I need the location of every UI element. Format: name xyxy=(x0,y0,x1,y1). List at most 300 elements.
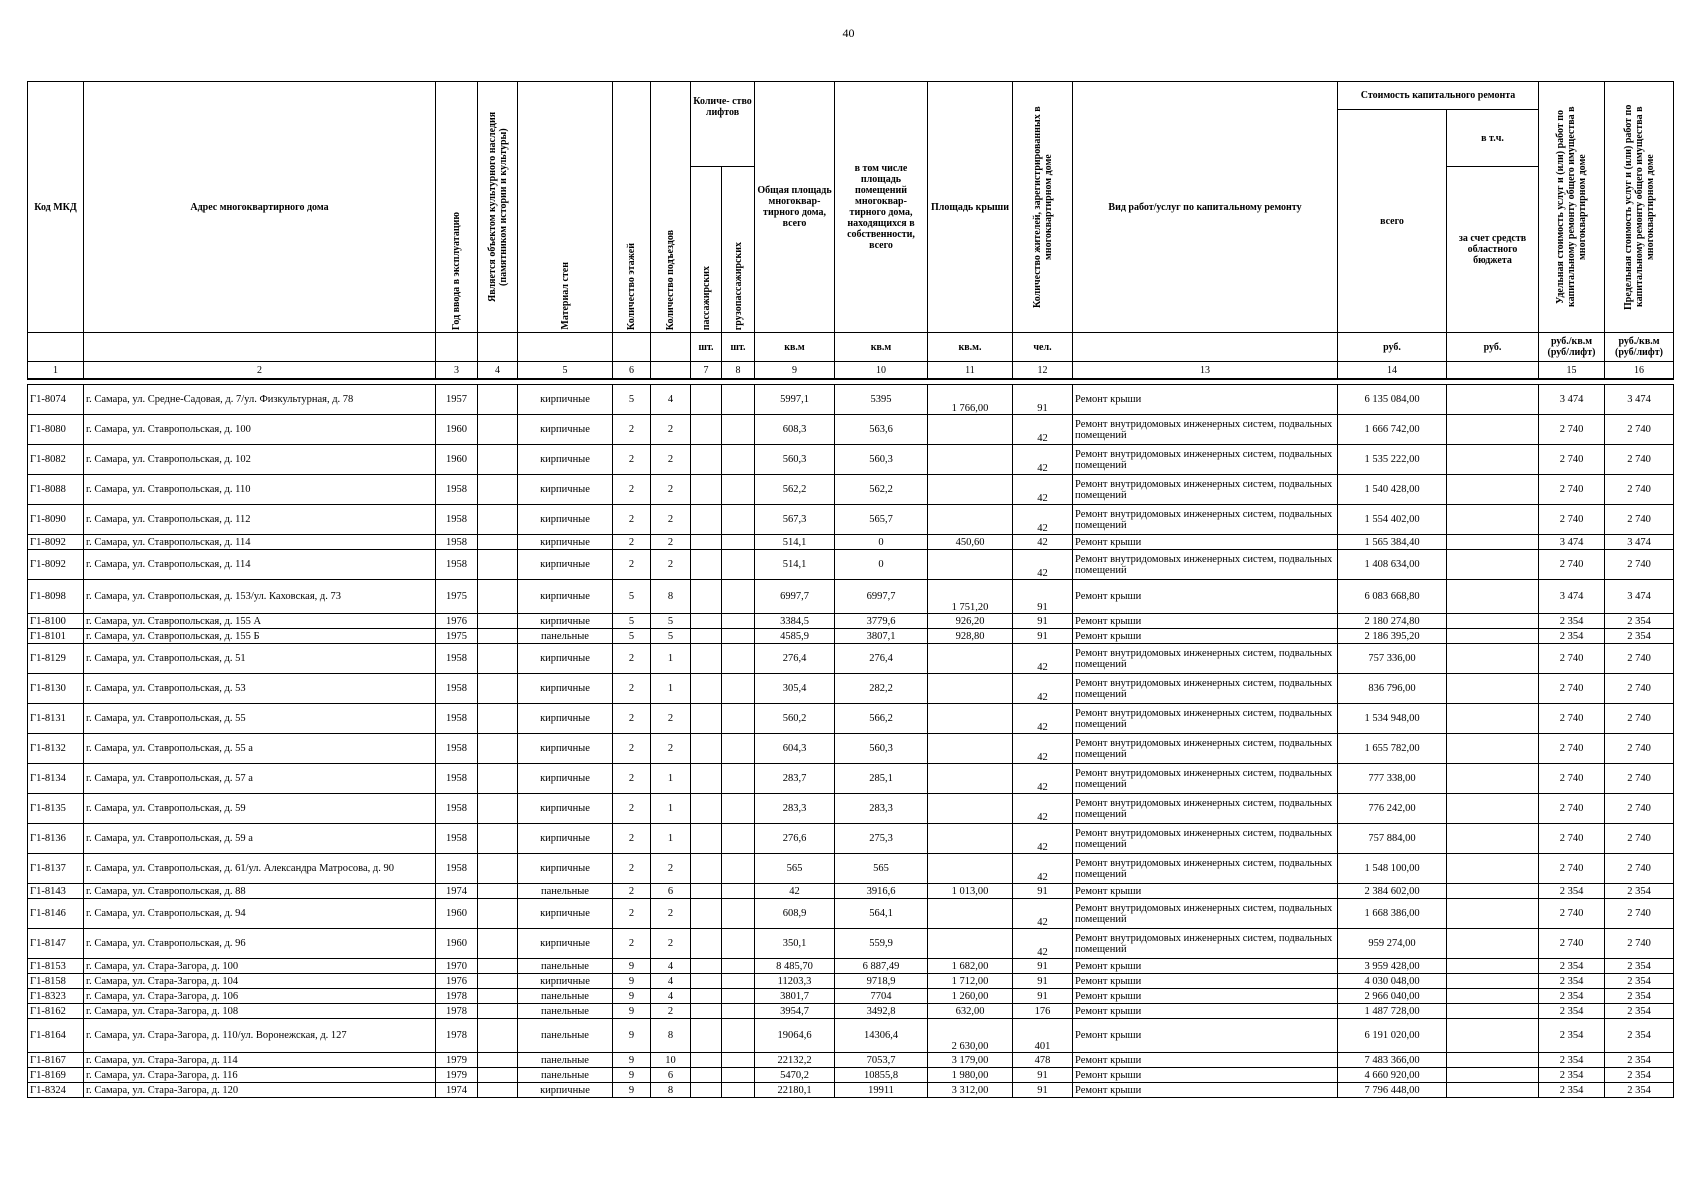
cell-code: Г1-8130 xyxy=(28,674,84,704)
cell-floors: 2 xyxy=(613,674,651,704)
table-row xyxy=(28,505,1674,535)
cell-unit-cost: 2 740 xyxy=(1539,794,1605,824)
cell-code: Г1-8158 xyxy=(28,974,84,989)
cell-unit-cost: 2 740 xyxy=(1539,550,1605,580)
cell-residents: 42 xyxy=(1013,764,1073,794)
cell-year: 1979 xyxy=(436,1068,478,1083)
cell-lifts-cargo xyxy=(722,959,755,974)
cell-area-owned: 564,1 xyxy=(835,899,928,929)
cell-max-cost: 2 740 xyxy=(1605,644,1674,674)
cell-cost-total: 757 336,00 xyxy=(1338,644,1447,674)
table-row xyxy=(28,385,1674,415)
cell-lifts-cargo xyxy=(722,1053,755,1068)
cell-area-owned: 0 xyxy=(835,535,928,550)
cell-heritage xyxy=(478,415,518,445)
header-unit-cost: Удельная стоимость услуг и (или) работ по капитальному ремонту общего имущества в многоквартирном доме xyxy=(1539,82,1605,333)
cell-floors: 9 xyxy=(613,974,651,989)
cell-residents: 91 xyxy=(1013,580,1073,614)
table-row xyxy=(28,764,1674,794)
cell-lifts-cargo xyxy=(722,445,755,475)
cell-cost-total: 1 534 948,00 xyxy=(1338,704,1447,734)
cell-year: 1958 xyxy=(436,535,478,550)
cell-code: Г1-8324 xyxy=(28,1083,84,1098)
cell-floors: 2 xyxy=(613,929,651,959)
cell-entrances: 4 xyxy=(651,989,691,1004)
cell-lifts-cargo xyxy=(722,580,755,614)
cell-work: Ремонт внутридомовых инженерных систем, подвальных помещений xyxy=(1073,644,1338,674)
cell-lifts-pass xyxy=(691,929,722,959)
cell-cost-region xyxy=(1447,734,1539,764)
cell-year: 1958 xyxy=(436,794,478,824)
cell-floors: 5 xyxy=(613,580,651,614)
cell-area-total: 22132,2 xyxy=(755,1053,835,1068)
cell-code: Г1-8162 xyxy=(28,1004,84,1019)
cell-floors: 9 xyxy=(613,1083,651,1098)
cell-material: панельные xyxy=(518,1053,613,1068)
cell-work: Ремонт внутридомовых инженерных систем, подвальных помещений xyxy=(1073,824,1338,854)
cell-unit-cost: 2 354 xyxy=(1539,1053,1605,1068)
cell-cost-region xyxy=(1447,794,1539,824)
cell-residents: 42 xyxy=(1013,535,1073,550)
table-row xyxy=(28,989,1674,1004)
cell-material: кирпичные xyxy=(518,580,613,614)
cell-address: г. Самара, ул. Стара-Загора, д. 108 xyxy=(84,1004,436,1019)
cell-year: 1958 xyxy=(436,734,478,764)
cell-floors: 2 xyxy=(613,884,651,899)
cell-entrances: 2 xyxy=(651,704,691,734)
table-row xyxy=(28,824,1674,854)
cell-roof-area xyxy=(928,764,1013,794)
cell-residents: 42 xyxy=(1013,550,1073,580)
cell-floors: 5 xyxy=(613,614,651,629)
cell-cost-region xyxy=(1447,929,1539,959)
cell-entrances: 10 xyxy=(651,1053,691,1068)
cell-max-cost: 2 740 xyxy=(1605,929,1674,959)
cell-address: г. Самара, ул. Ставропольская, д. 155 Б xyxy=(84,629,436,644)
cell-max-cost: 2 740 xyxy=(1605,415,1674,445)
cell-max-cost: 2 740 xyxy=(1605,734,1674,764)
cell-year: 1957 xyxy=(436,385,478,415)
cell-work: Ремонт крыши xyxy=(1073,1019,1338,1053)
cell-entrances: 4 xyxy=(651,385,691,415)
cell-area-total: 562,2 xyxy=(755,475,835,505)
header-incl: в т.ч. xyxy=(1447,110,1539,167)
cell-cost-region xyxy=(1447,614,1539,629)
cell-cost-total: 7 796 448,00 xyxy=(1338,1083,1447,1098)
cell-heritage xyxy=(478,1019,518,1053)
cell-year: 1960 xyxy=(436,899,478,929)
cell-lifts-pass xyxy=(691,475,722,505)
cell-area-owned: 563,6 xyxy=(835,415,928,445)
cell-residents: 478 xyxy=(1013,1053,1073,1068)
cell-work: Ремонт крыши xyxy=(1073,629,1338,644)
header-heritage: Является объектом культурного наследия (памятником истории и культуры) xyxy=(478,82,518,333)
cell-unit-cost: 3 474 xyxy=(1539,385,1605,415)
cell-area-total: 608,3 xyxy=(755,415,835,445)
cell-cost-region xyxy=(1447,475,1539,505)
cell-cost-total: 1 540 428,00 xyxy=(1338,475,1447,505)
cell-year: 1958 xyxy=(436,505,478,535)
cell-cost-total: 1 668 386,00 xyxy=(1338,899,1447,929)
cell-lifts-pass xyxy=(691,644,722,674)
cell-lifts-pass xyxy=(691,415,722,445)
cell-entrances: 2 xyxy=(651,475,691,505)
cell-cost-region xyxy=(1447,674,1539,704)
cell-code: Г1-8088 xyxy=(28,475,84,505)
cell-floors: 2 xyxy=(613,535,651,550)
cell-max-cost: 2 740 xyxy=(1605,445,1674,475)
cell-material: кирпичные xyxy=(518,415,613,445)
cell-roof-area: 1 682,00 xyxy=(928,959,1013,974)
cell-work: Ремонт внутридомовых инженерных систем, подвальных помещений xyxy=(1073,475,1338,505)
cell-material: панельные xyxy=(518,884,613,899)
cell-heritage xyxy=(478,959,518,974)
cell-address: г. Самара, ул. Ставропольская, д. 114 xyxy=(84,535,436,550)
cell-material: кирпичные xyxy=(518,535,613,550)
cell-lifts-cargo xyxy=(722,550,755,580)
cell-year: 1960 xyxy=(436,929,478,959)
cell-area-total: 560,2 xyxy=(755,704,835,734)
cell-code: Г1-8143 xyxy=(28,884,84,899)
cell-year: 1976 xyxy=(436,614,478,629)
cell-lifts-pass xyxy=(691,1053,722,1068)
cell-unit-cost: 2 740 xyxy=(1539,505,1605,535)
unit-rub: руб. xyxy=(1338,333,1447,362)
cell-area-total: 514,1 xyxy=(755,535,835,550)
cell-year: 1958 xyxy=(436,550,478,580)
cell-floors: 9 xyxy=(613,959,651,974)
cell-code: Г1-8092 xyxy=(28,550,84,580)
header-year: Год ввода в эксплуатацию xyxy=(436,82,478,333)
cell-roof-area: 2 630,00 xyxy=(928,1019,1013,1053)
cell-area-total: 608,9 xyxy=(755,899,835,929)
cell-entrances: 2 xyxy=(651,505,691,535)
cell-lifts-pass xyxy=(691,884,722,899)
cell-lifts-pass xyxy=(691,974,722,989)
cell-roof-area xyxy=(928,445,1013,475)
cell-floors: 2 xyxy=(613,475,651,505)
cell-heritage xyxy=(478,794,518,824)
header-code: Код МКД xyxy=(28,82,84,333)
cell-cost-region xyxy=(1447,1019,1539,1053)
cell-cost-region xyxy=(1447,764,1539,794)
cell-lifts-cargo xyxy=(722,1019,755,1053)
cell-lifts-pass xyxy=(691,550,722,580)
cell-residents: 91 xyxy=(1013,989,1073,1004)
cell-lifts-cargo xyxy=(722,734,755,764)
cell-lifts-cargo xyxy=(722,794,755,824)
cell-area-total: 19064,6 xyxy=(755,1019,835,1053)
cell-address: г. Самара, ул. Ставропольская, д. 55 xyxy=(84,704,436,734)
cell-material: кирпичные xyxy=(518,854,613,884)
cell-lifts-pass xyxy=(691,614,722,629)
cell-area-total: 276,6 xyxy=(755,824,835,854)
cell-work: Ремонт крыши xyxy=(1073,385,1338,415)
cell-entrances: 2 xyxy=(651,854,691,884)
cell-unit-cost: 2 354 xyxy=(1539,1068,1605,1083)
header-address: Адрес многоквартирного дома xyxy=(84,82,436,333)
cell-code: Г1-8169 xyxy=(28,1068,84,1083)
cell-material: кирпичные xyxy=(518,824,613,854)
table-row xyxy=(28,550,1674,580)
column-number: 13 xyxy=(1073,362,1338,380)
cell-area-owned: 5395 xyxy=(835,385,928,415)
cell-unit-cost: 2 740 xyxy=(1539,704,1605,734)
cell-work: Ремонт крыши xyxy=(1073,614,1338,629)
cell-cost-region xyxy=(1447,989,1539,1004)
cell-year: 1974 xyxy=(436,884,478,899)
cell-area-owned: 6997,7 xyxy=(835,580,928,614)
cell-entrances: 8 xyxy=(651,580,691,614)
cell-year: 1958 xyxy=(436,764,478,794)
cell-heritage xyxy=(478,445,518,475)
cell-lifts-cargo xyxy=(722,535,755,550)
cell-roof-area xyxy=(928,550,1013,580)
cell-heritage xyxy=(478,884,518,899)
cell-material: кирпичные xyxy=(518,445,613,475)
cell-work: Ремонт внутридомовых инженерных систем, подвальных помещений xyxy=(1073,734,1338,764)
cell-cost-total: 1 408 634,00 xyxy=(1338,550,1447,580)
cell-roof-area: 1 712,00 xyxy=(928,974,1013,989)
cell-area-owned: 3807,1 xyxy=(835,629,928,644)
cell-cost-total: 4 660 920,00 xyxy=(1338,1068,1447,1083)
cell-area-total: 6997,7 xyxy=(755,580,835,614)
cell-area-owned: 14306,4 xyxy=(835,1019,928,1053)
cell-lifts-pass xyxy=(691,734,722,764)
cell-address: г. Самара, ул. Стара-Загора, д. 104 xyxy=(84,974,436,989)
cell-unit-cost: 2 354 xyxy=(1539,1019,1605,1053)
cell-entrances: 1 xyxy=(651,674,691,704)
cell-area-owned: 283,3 xyxy=(835,794,928,824)
cell-residents: 401 xyxy=(1013,1019,1073,1053)
cell-roof-area: 1 980,00 xyxy=(928,1068,1013,1083)
cell-cost-region xyxy=(1447,629,1539,644)
cell-floors: 2 xyxy=(613,550,651,580)
cell-entrances: 2 xyxy=(651,445,691,475)
cell-area-total: 3954,7 xyxy=(755,1004,835,1019)
cell-entrances: 4 xyxy=(651,959,691,974)
cell-area-total: 42 xyxy=(755,884,835,899)
cell-entrances: 6 xyxy=(651,1068,691,1083)
cell-heritage xyxy=(478,385,518,415)
cell-residents: 42 xyxy=(1013,899,1073,929)
cell-heritage xyxy=(478,550,518,580)
cell-area-owned: 562,2 xyxy=(835,475,928,505)
cell-cost-total: 1 535 222,00 xyxy=(1338,445,1447,475)
cell-lifts-pass xyxy=(691,580,722,614)
header-area-total: Общая площадь многоквар- тирного дома, всего xyxy=(755,82,835,333)
cell-max-cost: 2 740 xyxy=(1605,505,1674,535)
cell-cost-total: 777 338,00 xyxy=(1338,764,1447,794)
header-cost-region: за счет средств областного бюджета xyxy=(1447,167,1539,333)
cell-residents: 176 xyxy=(1013,1004,1073,1019)
cell-max-cost: 2 354 xyxy=(1605,1053,1674,1068)
cell-cost-total: 959 274,00 xyxy=(1338,929,1447,959)
cell-unit-cost: 2 740 xyxy=(1539,764,1605,794)
table-row xyxy=(28,415,1674,445)
column-number: 10 xyxy=(835,362,928,380)
cell-address: г. Самара, ул. Ставропольская, д. 153/ул. Каховская, д. 73 xyxy=(84,580,436,614)
cell-lifts-cargo xyxy=(722,505,755,535)
cell-work: Ремонт крыши xyxy=(1073,989,1338,1004)
cell-cost-total: 836 796,00 xyxy=(1338,674,1447,704)
cell-lifts-pass xyxy=(691,989,722,1004)
header-roof-area: Площадь крыши xyxy=(928,82,1013,333)
table-row xyxy=(28,734,1674,764)
cell-unit-cost: 2 354 xyxy=(1539,614,1605,629)
cell-max-cost: 3 474 xyxy=(1605,385,1674,415)
cell-residents: 42 xyxy=(1013,854,1073,884)
cell-floors: 5 xyxy=(613,629,651,644)
cell-code: Г1-8080 xyxy=(28,415,84,445)
cell-area-owned: 566,2 xyxy=(835,704,928,734)
cell-area-total: 565 xyxy=(755,854,835,884)
cell-roof-area xyxy=(928,415,1013,445)
cell-material: панельные xyxy=(518,1068,613,1083)
cell-floors: 9 xyxy=(613,1068,651,1083)
cell-lifts-pass xyxy=(691,704,722,734)
cell-address: г. Самара, ул. Средне-Садовая, д. 7/ул. Физкультурная, д. 78 xyxy=(84,385,436,415)
cell-floors: 9 xyxy=(613,989,651,1004)
cell-max-cost: 2 354 xyxy=(1605,989,1674,1004)
cell-area-total: 8 485,70 xyxy=(755,959,835,974)
cell-cost-total: 7 483 366,00 xyxy=(1338,1053,1447,1068)
cell-work: Ремонт крыши xyxy=(1073,884,1338,899)
cell-floors: 2 xyxy=(613,415,651,445)
cell-floors: 2 xyxy=(613,734,651,764)
cell-material: кирпичные xyxy=(518,674,613,704)
cell-material: панельные xyxy=(518,959,613,974)
cell-code: Г1-8092 xyxy=(28,535,84,550)
cell-unit-cost: 2 740 xyxy=(1539,644,1605,674)
cell-area-owned: 565,7 xyxy=(835,505,928,535)
cell-lifts-pass xyxy=(691,899,722,929)
cell-heritage xyxy=(478,989,518,1004)
cell-entrances: 2 xyxy=(651,899,691,929)
cell-residents: 42 xyxy=(1013,674,1073,704)
unit-rub-sqm: руб./кв.м (руб/лифт) xyxy=(1605,333,1674,362)
cell-floors: 2 xyxy=(613,704,651,734)
cell-lifts-pass xyxy=(691,629,722,644)
cell-year: 1976 xyxy=(436,974,478,989)
cell-work: Ремонт внутридомовых инженерных систем, подвальных помещений xyxy=(1073,550,1338,580)
cell-heritage xyxy=(478,614,518,629)
cell-cost-region xyxy=(1447,1083,1539,1098)
table-row xyxy=(28,580,1674,614)
cell-roof-area: 928,80 xyxy=(928,629,1013,644)
cell-max-cost: 2 354 xyxy=(1605,884,1674,899)
column-number: 7 xyxy=(691,362,722,380)
cell-material: кирпичные xyxy=(518,385,613,415)
cell-residents: 91 xyxy=(1013,974,1073,989)
cell-area-owned: 285,1 xyxy=(835,764,928,794)
cell-material: кирпичные xyxy=(518,899,613,929)
column-numbers-row xyxy=(28,362,1674,380)
cell-cost-total: 3 959 428,00 xyxy=(1338,959,1447,974)
cell-address: г. Самара, ул. Ставропольская, д. 110 xyxy=(84,475,436,505)
cell-cost-region xyxy=(1447,644,1539,674)
column-number: 3 xyxy=(436,362,478,380)
cell-heritage xyxy=(478,824,518,854)
cell-material: панельные xyxy=(518,989,613,1004)
table-row xyxy=(28,884,1674,899)
cell-work: Ремонт крыши xyxy=(1073,580,1338,614)
cell-year: 1970 xyxy=(436,959,478,974)
cell-cost-region xyxy=(1447,704,1539,734)
cell-max-cost: 2 740 xyxy=(1605,704,1674,734)
header-work: Вид работ/услуг по капитальному ремонту xyxy=(1073,82,1338,333)
cell-cost-total: 2 180 274,80 xyxy=(1338,614,1447,629)
cell-heritage xyxy=(478,1004,518,1019)
cell-area-owned: 7704 xyxy=(835,989,928,1004)
cell-material: кирпичные xyxy=(518,1083,613,1098)
header-max-cost: Предельная стоимость услуг и (или) работ по капитальному ремонту общего имущества в многоквартирном доме xyxy=(1605,82,1674,333)
table-row xyxy=(28,929,1674,959)
cell-floors: 2 xyxy=(613,505,651,535)
cell-cost-total: 4 030 048,00 xyxy=(1338,974,1447,989)
cell-code: Г1-8090 xyxy=(28,505,84,535)
cell-cost-region xyxy=(1447,854,1539,884)
cell-cost-region xyxy=(1447,1068,1539,1083)
cell-roof-area: 1 751,20 xyxy=(928,580,1013,614)
cell-address: г. Самара, ул. Ставропольская, д. 88 xyxy=(84,884,436,899)
cell-area-owned: 10855,8 xyxy=(835,1068,928,1083)
cell-floors: 2 xyxy=(613,899,651,929)
cell-lifts-pass xyxy=(691,445,722,475)
cell-cost-total: 6 083 668,80 xyxy=(1338,580,1447,614)
cell-residents: 91 xyxy=(1013,614,1073,629)
cell-material: кирпичные xyxy=(518,644,613,674)
cell-code: Г1-8082 xyxy=(28,445,84,475)
cell-work: Ремонт внутридомовых инженерных систем, подвальных помещений xyxy=(1073,704,1338,734)
cell-heritage xyxy=(478,974,518,989)
cell-heritage xyxy=(478,475,518,505)
cell-max-cost: 2 740 xyxy=(1605,475,1674,505)
cell-residents: 91 xyxy=(1013,385,1073,415)
cell-floors: 2 xyxy=(613,854,651,884)
cell-code: Г1-8134 xyxy=(28,764,84,794)
cell-roof-area xyxy=(928,674,1013,704)
cell-roof-area xyxy=(928,899,1013,929)
cell-lifts-pass xyxy=(691,1019,722,1053)
cell-residents: 42 xyxy=(1013,445,1073,475)
cell-cost-region xyxy=(1447,415,1539,445)
cell-area-owned: 559,9 xyxy=(835,929,928,959)
cell-year: 1958 xyxy=(436,644,478,674)
cell-area-owned: 3916,6 xyxy=(835,884,928,899)
column-number xyxy=(651,362,691,380)
cell-cost-region xyxy=(1447,1053,1539,1068)
cell-year: 1978 xyxy=(436,989,478,1004)
cell-address: г. Самара, ул. Стара-Загора, д. 110/ул. Воронежская, д. 127 xyxy=(84,1019,436,1053)
header-material: Материал стен xyxy=(518,82,613,333)
cell-roof-area xyxy=(928,704,1013,734)
cell-entrances: 5 xyxy=(651,614,691,629)
cell-entrances: 4 xyxy=(651,974,691,989)
table-row xyxy=(28,445,1674,475)
cell-year: 1975 xyxy=(436,629,478,644)
unit-sqm: кв.м xyxy=(755,333,835,362)
page-number: 40 xyxy=(842,26,855,40)
header-floors: Количество этажей xyxy=(613,82,651,333)
cell-area-total: 3801,7 xyxy=(755,989,835,1004)
cell-lifts-pass xyxy=(691,794,722,824)
cell-cost-total: 1 554 402,00 xyxy=(1338,505,1447,535)
cell-roof-area: 1 013,00 xyxy=(928,884,1013,899)
cell-area-owned: 3492,8 xyxy=(835,1004,928,1019)
cell-heritage xyxy=(478,764,518,794)
cell-work: Ремонт крыши xyxy=(1073,1083,1338,1098)
